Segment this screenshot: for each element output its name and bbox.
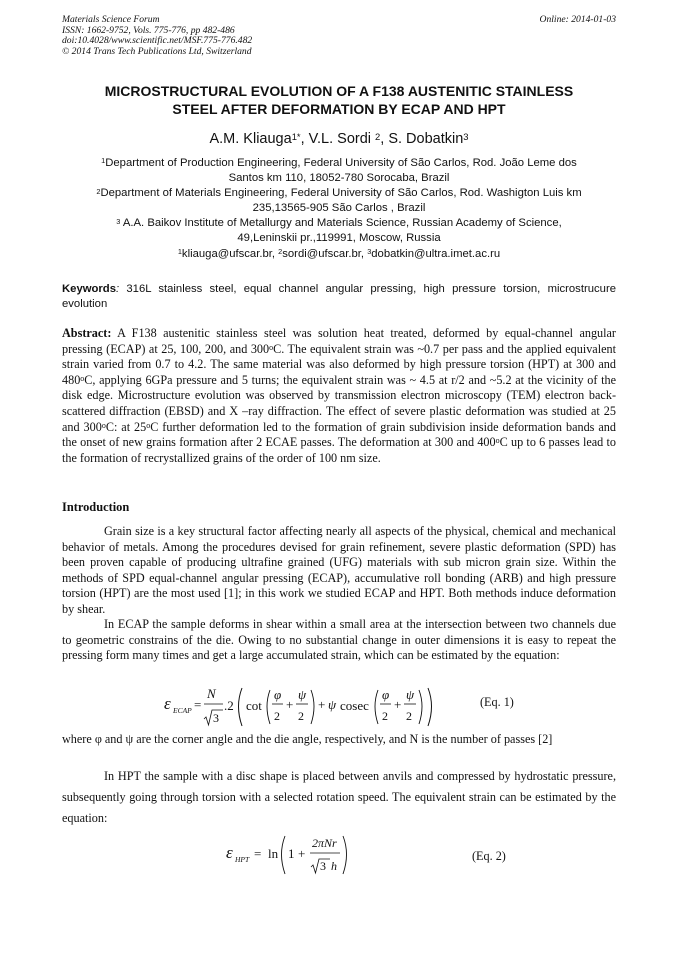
eq1-two-3: 2 (382, 709, 388, 723)
eq2-numerator: 2πNr (312, 836, 337, 850)
eq1-dot-2: .2 (224, 698, 234, 713)
author-3: S. Dobatkin (388, 131, 464, 147)
introduction-heading: Introduction (62, 500, 130, 514)
eq2-one: 1 (288, 846, 295, 861)
keywords-section (62, 282, 616, 312)
title-line-1: MICROSTRUCTURAL EVOLUTION OF A F138 AUSTENITIC STAINLESS (104, 83, 574, 99)
keywords-colon: : (116, 283, 120, 295)
affiliation-1-line-1: Department of Production Engineering, Federal University of São Carlos, Rod. João Leme dos (105, 157, 577, 169)
eq1-plus-3: + (394, 697, 402, 712)
email-2-sup: 2 (278, 247, 283, 256)
email-3-sup: 3 (367, 247, 372, 256)
journal-name: Materials Science Forum (62, 14, 160, 25)
eq1-phi-1: φ (274, 687, 282, 702)
degree-sup: o (269, 342, 274, 352)
keywords-text: 316L stainless steel, equal channel angular pressing, high pressure torsion, microstrucure evolution (62, 283, 616, 310)
eq1-outer-paren-right (428, 688, 432, 726)
eq1-psi-1: ψ (298, 687, 307, 702)
abstract-label: Abstract: (62, 326, 112, 340)
author-1: A.M. Kliauga (209, 131, 292, 147)
copyright-line: © 2014 Trans Tech Publications Ltd, Switzerland (62, 45, 252, 57)
abstract-text-3: C, applying 6GPa pressure and 5 turns; the equivalent strain was ~ 4.5 at r/2 and ~5.2 at the vicinity of the disk edge. Microstructure evolution was observed by transmission electron microscopy (TEM) electron back-scattered diffraction (EBSD) and X –ray diffraction. The effect of severe plastic deformation was studied at 25 and 300 (62, 372, 616, 434)
eq1-two-2: 2 (298, 709, 304, 723)
email-2-link[interactable]: sordi@ufscar.br, (282, 247, 368, 260)
eq2-paren-right (343, 836, 347, 874)
author-1-sup: 1* (291, 130, 301, 142)
abstract-text-6: C up to 6 passes lead to the formation of recrystallized grains of the order of 100 nm size. (62, 435, 616, 465)
eq1-paren-right-2 (419, 690, 422, 724)
eq1-equals: = (194, 697, 202, 712)
intro-paragraph-4: In HPT the sample with a disc shape is placed between anvils and compressed by hydrostatic pressure, subsequently going through torsion with a selected rotation speed. The equivalent strain can be estimated by the equation: (62, 769, 616, 825)
email-1-link[interactable]: kliauga@ufscar.br, (181, 247, 279, 260)
eq1-subscript: ECAP (173, 706, 192, 715)
affiliations (62, 156, 616, 262)
eq1-paren-left-1 (267, 690, 270, 724)
author-2-sup: 2 (375, 130, 381, 142)
abstract-text-5: C further deformation led to the formation of grain subdivision inside deformation bands and the onset of new grains formation after 2 ECAE passes. The deformation at 300 and 400 (62, 419, 616, 450)
author-list (62, 131, 616, 147)
eq1-outer-paren-left (239, 688, 243, 726)
affiliation-3-line-1: A.A. Baikov Institute of Metallurgy and Materials Science, Russian Academy of Science, (122, 217, 562, 230)
eq1-cosec: cosec (340, 698, 369, 713)
degree-sup: o (495, 436, 500, 446)
affiliation-2-line-2: 235,13565-905 São Carlos , Brazil (252, 202, 426, 215)
email-line (62, 247, 616, 262)
eq2-h: h (331, 859, 337, 873)
equation-2 (222, 830, 372, 880)
eq2-label: (Eq. 2) (472, 849, 506, 863)
eq1-paren-left-2 (375, 690, 378, 724)
affiliation-1-line-2: Santos km 110, 18052-780 Sorocaba, Brazil (228, 172, 450, 185)
eq1-paren-right-1 (311, 690, 314, 724)
eq1-numerator-N: N (207, 686, 216, 701)
eq1-plus-1: + (286, 697, 294, 712)
equation-1 (150, 680, 450, 732)
degree-sup: o (146, 420, 151, 430)
degree-sup: o (101, 420, 106, 430)
journal-header (62, 15, 616, 57)
author-2: V.L. Sordi (308, 131, 371, 147)
affiliation-1-sup: 1 (101, 156, 106, 166)
email-1-sup: 1 (177, 247, 182, 256)
eq1-phi-2: φ (382, 687, 390, 702)
affiliation-2 (62, 186, 616, 201)
eq2-plus: + (298, 846, 306, 861)
author-3-sup: 3 (463, 130, 469, 142)
eq1-two-4: 2 (406, 709, 412, 723)
eq1-psi-3: ψ (406, 687, 415, 702)
affiliation-1 (62, 156, 616, 171)
abstract-text-1: A F138 austenitic stainless steel was solution heat treated, deformed by equal-channel angular pressing (ECAP) at 25, 100, 200, and 300 (62, 326, 616, 356)
intro-paragraph-2: In ECAP the sample deforms in shear within a small area at the intersection between two channels due to geometric constrains of the die. Owing to no substantial change in outer dimensions it is easy to repeat the pressing form many times and get a large accumulated strain, which can be estimated by the equation: (62, 617, 616, 663)
eq2-equals: = (254, 846, 262, 861)
doi-line: doi:10.4028/www.scientific.net/MSF.775-776.482 (62, 35, 253, 47)
degree-sup: o (80, 374, 85, 384)
abstract-section (62, 326, 616, 466)
eq1-cot: cot (246, 698, 262, 713)
abstract-text-4: C: at 25 (105, 419, 147, 434)
keywords-label: Keywords (62, 283, 116, 295)
eq2-paren-left (282, 836, 286, 874)
affiliation-2-line-1: Department of Materials Engineering, Federal University of São Carlos, Rod. Washigton Luis km (100, 187, 582, 200)
eq1-label: (Eq. 1) (480, 695, 514, 709)
eq2-sqrt-3: 3 (320, 859, 326, 873)
email-3-link[interactable]: dobatkin@ultra.imet.ac.ru (371, 247, 501, 260)
author-separator: , (300, 131, 309, 147)
affiliation-2-sup: 2 (96, 186, 101, 196)
abstract-text-2: C. The equivalent strain was ~0.7 per pass and the applied equivalent strain varied from 0.7 to 4.2. The same material was also deformed by high pressure torsion (HPT) at 300 and 480 (62, 341, 616, 387)
intro-paragraph-1: Grain size is a key structural factor affecting nearly all aspects of the physical, chemical and mechanical behavior of metals. Among the procedures devised for grain refinement, severe plastic deformation (SPD) has been proven capable of producing ultrafine grained (UFG) materials with sub micron grain size. Within the methods of SPD equal-channel angular pressing (ECAP), accumulative roll bonding (ARB) and high pressure torsion (HPT) are the most used [1]; in this work we studied ECAP and HPT. Both methods induce deformation by shear. (62, 524, 616, 616)
eq2-epsilon: ε (226, 843, 233, 862)
online-date: Online: 2014-01-03 (539, 14, 616, 25)
eq1-epsilon: ε (164, 694, 171, 713)
eq2-subscript: HPT (235, 855, 250, 864)
issn-line: ISSN: 1662-9752, Vols. 775-776, pp 482-486 (62, 24, 235, 36)
affiliation-3 (62, 216, 616, 231)
eq2-ln: ln (268, 846, 279, 861)
affiliation-3-sup: 3 (116, 216, 121, 226)
paper-title (62, 82, 616, 118)
eq1-plus-2: + (318, 697, 326, 712)
affiliation-3-line-2: 49,Leninskii pr.,119991, Moscow, Russia (237, 232, 441, 245)
author-separator: , (380, 131, 389, 147)
title-line-2: STEEL AFTER DEFORMATION BY ECAP AND HPT (172, 101, 506, 117)
intro-paragraph-3: where φ and ψ are the corner angle and the die angle, respectively, and N is the number of passes [2] (62, 732, 553, 746)
eq1-sqrt-3: 3 (213, 711, 219, 725)
eq1-psi-2: ψ (328, 697, 337, 712)
eq1-two-1: 2 (274, 709, 280, 723)
